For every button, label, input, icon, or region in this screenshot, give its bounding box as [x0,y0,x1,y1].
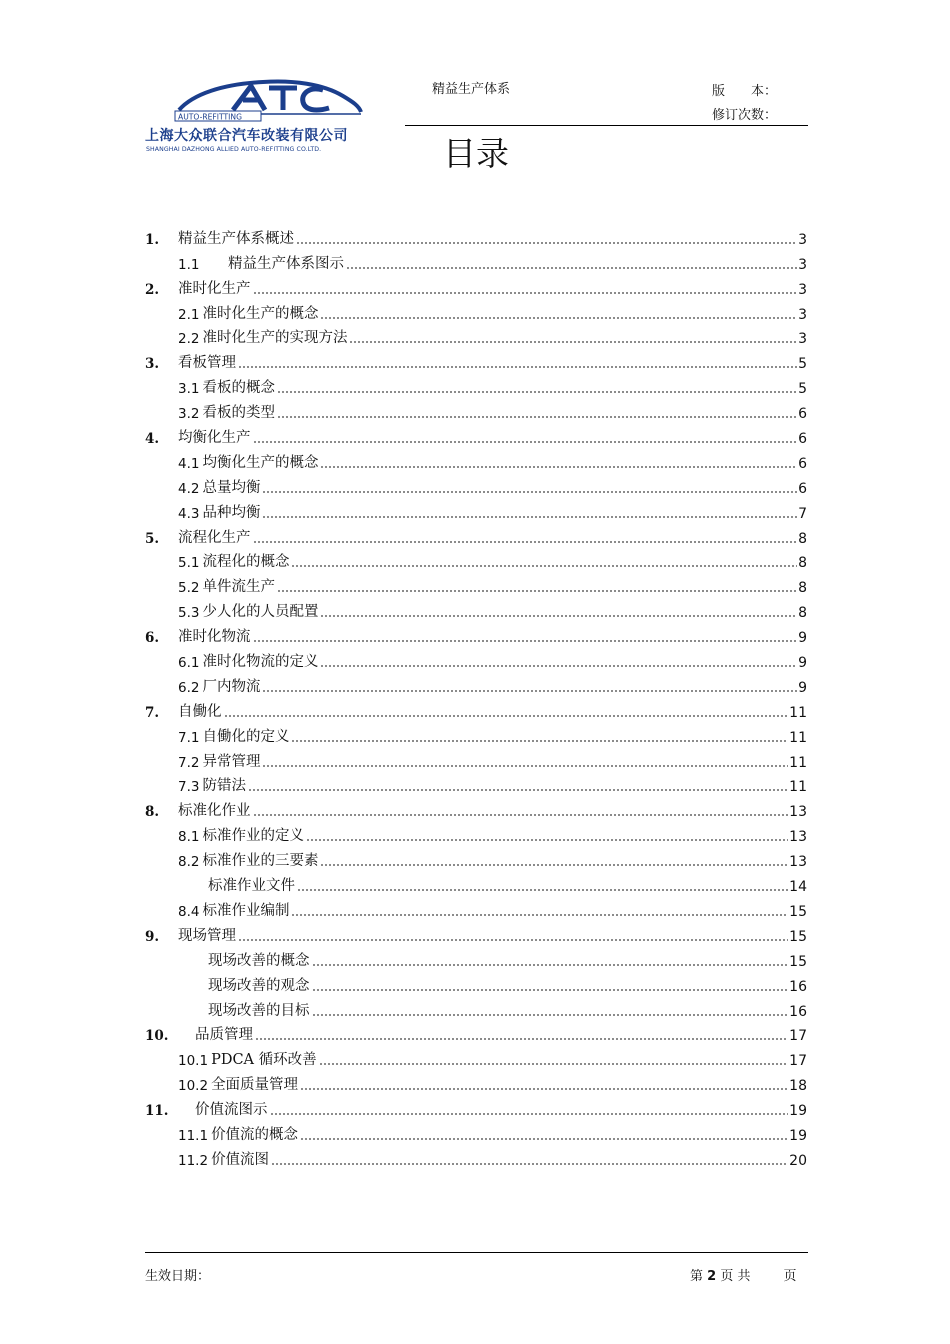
toc-entry-title: 现场管理 [178,927,236,944]
toc-entry-page: 9 [798,630,807,647]
toc-entry-title: 自働化 [178,703,222,720]
page-number: 2 [707,1269,717,1284]
toc-entry-number: 10.2 [178,1078,209,1095]
toc-entry-title: 现场改善的概念 [208,952,310,969]
toc-entry-number: 7.1 [178,729,200,746]
company-name-cn: 上海大众联合汽车改装有限公司 [145,128,348,144]
toc-entry[interactable] [145,347,807,372]
toc-entry-page: 19 [789,1103,807,1120]
toc-entry-page: 13 [789,829,807,846]
company-name-en: SHANGHAI DAZHONG ALLIED AUTO-REFITTING CO.LTD. [146,146,322,153]
toc-entry-title: 准时化生产的实现方法 [202,330,348,347]
dot-leader [320,314,797,320]
dot-leader [253,289,798,295]
dot-leader [300,1085,788,1091]
dot-leader [320,463,797,469]
toc-entry-title: 准时化物流 [178,629,251,646]
toc-entry-page: 3 [798,331,807,348]
toc-entry-number: 11.2 [178,1152,209,1169]
dot-leader [270,1110,789,1116]
toc-entry-title: 看板的类型 [202,405,275,422]
toc-entry-page: 13 [789,804,807,821]
toc-entry-page: 3 [798,231,807,248]
toc-entry-title: 流程化生产 [178,529,251,546]
toc-entry-number: 5.1 [178,555,200,572]
toc-entry[interactable] [145,820,807,845]
toc-entry[interactable] [145,1044,807,1069]
dot-leader [320,662,797,668]
page-title: 目录 [443,134,509,173]
toc-entry-number: 4. [145,431,160,448]
dot-leader [346,264,797,270]
toc-entry[interactable] [145,970,807,995]
toc-entry-page: 11 [789,754,807,771]
page-counter [690,1265,797,1284]
toc-entry-page: 3 [798,281,807,298]
toc-entry-title: 看板管理 [178,355,236,372]
toc-entry[interactable] [145,1094,807,1119]
toc-entry-number: 6. [145,630,160,647]
toc-entry-number: 5. [145,530,160,547]
toc-entry[interactable] [145,895,807,920]
dot-leader [238,363,797,369]
dot-leader [253,811,789,817]
toc-entry-page: 16 [789,978,807,995]
toc-entry-page: 15 [789,903,807,920]
toc-entry-number: 9. [145,928,160,945]
toc-entry-title: 品种均衡 [202,504,261,521]
toc-entry-page: 5 [798,356,807,373]
dot-leader [253,637,798,643]
toc-entry-title: 厂内物流 [202,678,261,695]
toc-entry-title: 看板的概念 [202,380,275,397]
toc-entry-number: 1.1 [178,256,200,273]
toc-entry-page: 8 [798,555,807,572]
dot-leader [297,886,788,892]
toc-entry[interactable] [145,1069,807,1094]
dot-leader [253,438,798,444]
toc-entry-page: 3 [798,256,807,273]
toc-entry-page: 20 [789,1152,807,1169]
dot-leader [224,712,789,718]
toc-entry-page: 3 [798,306,807,323]
toc-entry-page: 16 [789,1003,807,1020]
toc-entry-page: 6 [798,431,807,448]
dot-leader [312,1011,789,1017]
car-logo-icon [173,74,363,122]
toc-entry-title: 自働化的定义 [202,728,290,745]
toc-entry[interactable] [145,696,807,721]
toc-entry-number: 5.2 [178,580,200,597]
toc-entry-title: 标准作业编制 [202,902,290,919]
toc-entry-page: 19 [789,1127,807,1144]
toc-entry-title: 总量均衡 [202,479,261,496]
toc-entry-number: 11. [145,1103,169,1120]
toc-entry-title: 标准化作业 [178,803,251,820]
toc-entry-number: 7. [145,704,160,721]
toc-entry-page: 8 [798,605,807,622]
toc-entry[interactable] [145,1119,807,1144]
toc-entry-number: 2. [145,281,160,298]
page-suffix: 页 [783,1269,797,1284]
toc-entry[interactable] [145,646,807,671]
toc-entry-page: 18 [789,1078,807,1095]
toc-entry-number: 4.3 [178,505,200,522]
toc-entry-page: 14 [789,879,807,896]
toc-entry-title: 全面质量管理 [211,1077,299,1094]
dot-leader [312,986,789,992]
dot-leader [291,737,788,743]
toc-entry-title: 精益生产体系概述 [178,230,294,247]
dot-leader [255,1035,788,1041]
toc-entry-page: 6 [798,455,807,472]
dot-leader [296,239,797,245]
toc-entry-page: 8 [798,530,807,547]
toc-entry[interactable] [145,422,807,447]
toc-entry[interactable] [145,870,807,895]
toc-entry[interactable] [145,447,807,472]
page-mid: 页 共 [720,1269,751,1284]
toc-entry-title: 价值流图示 [195,1102,268,1119]
toc-entry-title: 均衡化生产 [178,430,251,447]
toc-entry-page: 15 [789,953,807,970]
toc-entry[interactable] [145,223,807,248]
toc-entry-number: 8. [145,804,160,821]
toc-entry[interactable] [145,596,807,621]
toc-entry[interactable] [145,795,807,820]
toc-entry-title: 现场改善的观念 [208,977,310,994]
toc-entry[interactable] [145,771,807,796]
toc-entry-number: 5.3 [178,605,200,622]
toc-entry-title: 现场改善的目标 [208,1002,310,1019]
toc-entry[interactable] [145,945,807,970]
toc-entry-page: 11 [789,704,807,721]
toc-entry-title: 准时化生产 [178,280,251,297]
dot-leader [262,762,788,768]
logo-text: AUTO-REFITTING [178,112,242,122]
dot-leader [277,413,797,419]
toc-entry-number: 8.4 [178,903,200,920]
toc-entry-page: 13 [789,854,807,871]
toc-entry[interactable] [145,372,807,397]
toc-entry-number: 2.2 [178,331,200,348]
toc-entry-title: 标准作业的定义 [202,828,304,845]
dot-leader [320,612,797,618]
toc-entry[interactable] [145,746,807,771]
table-of-contents [145,223,807,1169]
page-prefix: 第 [690,1269,704,1284]
toc-entry[interactable] [145,472,807,497]
toc-entry-page: 7 [798,505,807,522]
dot-leader [349,338,797,344]
toc-entry-number: 6.1 [178,655,200,672]
toc-entry[interactable] [145,273,807,298]
dot-leader [271,1160,788,1166]
toc-entry-title: 品质管理 [195,1027,253,1044]
toc-entry-number: 10.1 [178,1053,209,1070]
toc-entry-page: 8 [798,580,807,597]
toc-entry-number: 4.2 [178,480,200,497]
toc-entry-number: 1. [145,231,160,248]
toc-entry-title: 少人化的人员配置 [202,604,319,621]
toc-entry[interactable] [145,845,807,870]
toc-entry-number: 7.3 [178,779,200,796]
dot-leader [306,836,788,842]
toc-entry-page: 17 [789,1053,807,1070]
toc-entry-page: 17 [789,1028,807,1045]
footer-divider [145,1252,808,1253]
toc-entry-number: 10. [145,1028,169,1045]
toc-entry-number: 3.2 [178,406,200,423]
revision-label: 修订次数： [712,108,778,123]
toc-entry[interactable] [145,497,807,522]
toc-entry[interactable] [145,397,807,422]
toc-entry-title: 价值流图 [211,1151,270,1168]
header-divider [405,125,808,126]
toc-entry[interactable] [145,995,807,1020]
toc-entry-title: 均衡化生产的概念 [202,454,319,471]
toc-entry-title: 标准作业的三要素 [202,853,319,870]
dot-leader [291,562,797,568]
toc-entry-page: 15 [789,928,807,945]
toc-entry-title: 准时化生产的概念 [202,305,319,322]
toc-entry-number: 7.2 [178,754,200,771]
toc-entry-number: 3.1 [178,381,200,398]
effective-date-label: 生效日期： [145,1269,211,1284]
toc-entry-page: 6 [798,480,807,497]
toc-entry-page: 11 [789,729,807,746]
toc-entry[interactable] [145,547,807,572]
dot-leader [312,961,789,967]
toc-entry[interactable] [145,323,807,348]
toc-entry[interactable] [145,1144,807,1169]
toc-entry-title: 精益生产体系图示 [228,255,344,272]
toc-entry[interactable] [145,1020,807,1045]
version-label: 版 本： [712,84,778,99]
toc-entry-title: 防错法 [202,778,246,795]
dot-leader [320,861,788,867]
toc-entry-page: 11 [789,779,807,796]
dot-leader [277,388,797,394]
toc-entry-title: 价值流的概念 [211,1126,299,1143]
toc-entry[interactable] [145,920,807,945]
toc-entry[interactable] [145,571,807,596]
dot-leader [300,1135,788,1141]
dot-leader [248,786,788,792]
toc-entry-number: 8.2 [178,854,200,871]
toc-entry-number: 8.1 [178,829,200,846]
dot-leader [319,1060,789,1066]
toc-entry-number: 4.1 [178,455,200,472]
toc-entry-number: 2.1 [178,306,200,323]
dot-leader [238,936,788,942]
company-logo [145,72,405,162]
toc-entry-title: 流程化的概念 [202,554,290,571]
toc-entry-title: 标准作业文件 [208,878,295,895]
toc-entry-title: 异常管理 [202,753,261,770]
toc-entry[interactable] [145,248,807,273]
toc-entry[interactable] [145,522,807,547]
toc-entry-page: 6 [798,406,807,423]
toc-entry[interactable] [145,621,807,646]
toc-entry-title: PDCA 循环改善 [211,1052,317,1069]
toc-entry-number: 6.2 [178,679,200,696]
dot-leader [291,911,788,917]
toc-entry-title: 单件流生产 [202,579,275,596]
toc-entry[interactable] [145,298,807,323]
document-name: 精益生产体系 [432,82,511,97]
toc-entry-page: 9 [798,679,807,696]
toc-entry-number: 3. [145,356,160,373]
toc-entry-title: 准时化物流的定义 [202,654,319,671]
toc-entry[interactable] [145,671,807,696]
toc-entry[interactable] [145,721,807,746]
dot-leader [262,488,797,494]
dot-leader [253,538,798,544]
dot-leader [262,513,797,519]
toc-entry-page: 9 [798,655,807,672]
toc-entry-number: 11.1 [178,1127,209,1144]
dot-leader [277,587,797,593]
toc-entry-page: 5 [798,381,807,398]
dot-leader [262,687,797,693]
